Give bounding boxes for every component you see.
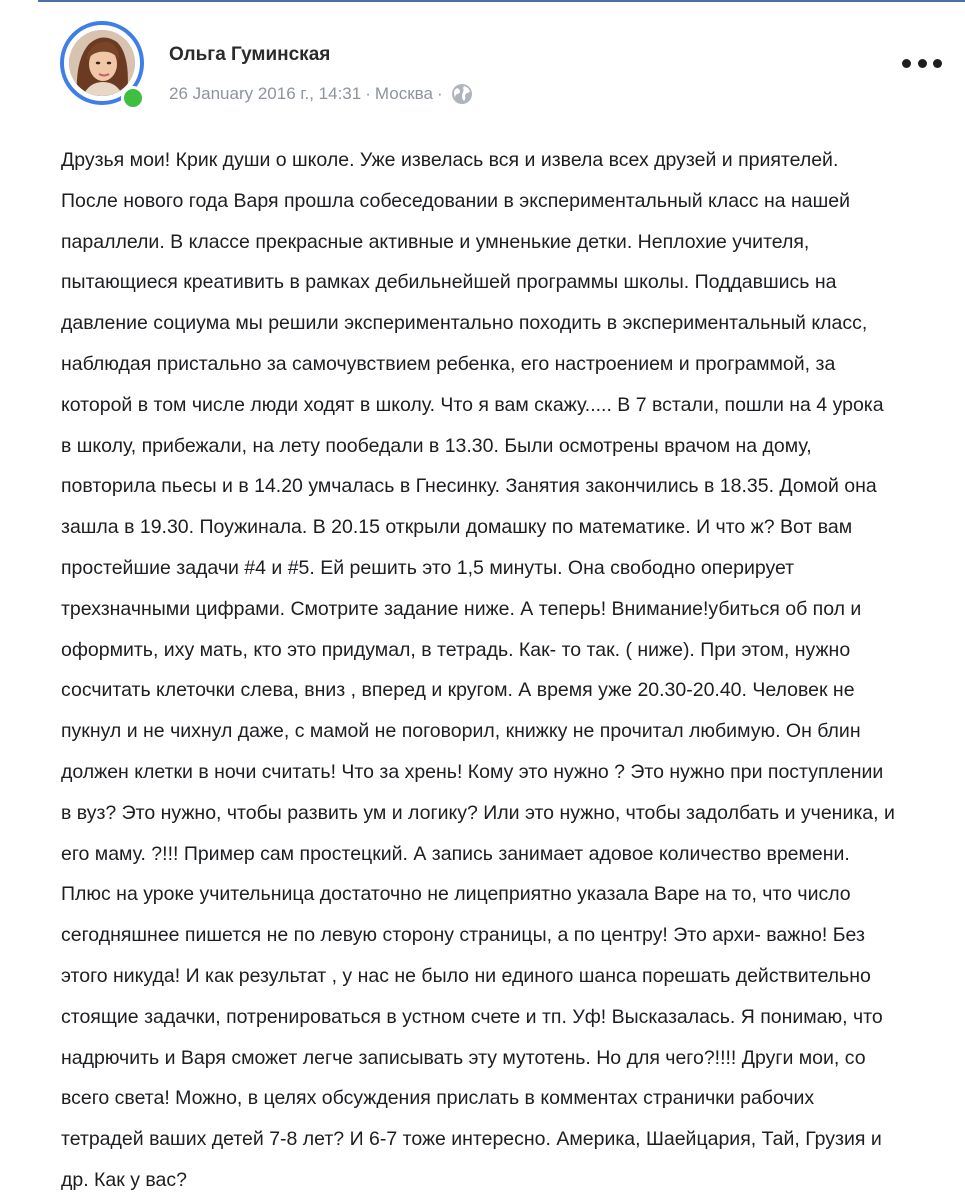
avatar-photo: [69, 30, 135, 96]
post-text-line: в школу, прибежали, на лету пообедали в 13.30. Были осмотрены врачом на дому,: [61, 434, 812, 457]
author-name[interactable]: Ольга Гуминская: [169, 44, 331, 65]
post-text-line: оформить, иху мать, кто это придумал, в тетрадь. Как- то так. ( ниже). При этом, нужно: [61, 638, 851, 661]
post-text-line: наблюдая пристально за самочувствием ребенка, его настроением и программой, за: [61, 352, 836, 375]
post-text-line: которой в том числе люди ходят в школу. Что я вам скажу..... В 7 встали, пошли на 4 урока: [61, 393, 884, 416]
post-text-line: др. Как у вас?: [61, 1168, 187, 1191]
post-date[interactable]: 26 January 2016 г., 14:31: [169, 84, 362, 103]
post-text-line: в вуз? Это нужно, чтобы развить ум и логику? Или это нужно, чтобы задолбать и ученика, и: [61, 801, 895, 824]
post-text-line: трехзначными цифрами. Смотрите задание ниже. А теперь! Внимание!убиться об пол и: [61, 597, 862, 620]
post-text-line: его маму. ?!!! Пример сам простецкий. А запись занимает адовое количество времени.: [61, 842, 850, 865]
post-text-line: надрючить и Варя сможет легче записывать эту мутотень. Но для чего?!!!! Други мои, со: [61, 1046, 866, 1069]
post-text-line: повторила пьесы и в 14.20 умчалась в Гнесинку. Занятия закончились в 18.35. Домой она: [61, 475, 877, 498]
meta-separator: ·: [436, 84, 443, 103]
post-text-line: сегодняшнее пишется не по левую сторону страницы, а по центру! Это архи- важно! Без: [61, 924, 865, 947]
post-text-line: всего света! Можно, в целях обсуждения прислать в комментах странички рабочих: [61, 1087, 815, 1110]
post-text-line: должен клетки в ночи считать! Что за хрень! Кому это нужно ? Это нужно при поступлении: [61, 760, 884, 783]
post-meta: [169, 83, 473, 105]
post-text-line: пукнул и не чихнул даже, с мамой не поговорил, книжку не прочитал любимую. Он блин: [61, 720, 861, 743]
avatar-image: [69, 30, 135, 96]
post-text-line: зашла в 19.30. Поужинала. В 20.15 открыли домашку по математике. И что ж? Вот вам: [61, 516, 853, 539]
more-dots-icon: [918, 59, 927, 68]
post-text-line: сосчитать клеточки слева, вниз , вперед и кругом. А время уже 20.30-20.40. Человек не: [61, 679, 855, 702]
post-text-line: параллели. В классе прекрасные активные и умненькие детки. Неплохие учителя,: [61, 230, 810, 253]
post-text-line: пытающиеся креативить в рамках дебильнейшей программы школы. Поддавшись на: [61, 271, 837, 294]
post-text-line: Плюс на уроке учительница достаточно не лицеприятно указала Варе на то, что число: [61, 883, 851, 906]
post-text-line: стоящие задачки, потренироваться в устном счете и тп. Уф! Высказалась. Я понимаю, что: [61, 1005, 883, 1028]
globe-icon: [451, 83, 473, 105]
more-dots-icon: [933, 59, 942, 68]
more-options-button[interactable]: [902, 52, 942, 74]
post-text-line: После нового года Варя прошла собеседовании в экспериментальный класс на нашей: [61, 189, 850, 212]
post-location[interactable]: Москва: [374, 84, 433, 103]
post-text-line: этого никуда! И как результат , у нас не было ни единого шанса порешать действительно: [61, 964, 871, 987]
post-text-line: давление социума мы решили экспериментально походить в экспериментальный класс,: [61, 312, 868, 335]
post-text: [61, 140, 961, 1201]
more-dots-icon: [902, 59, 911, 68]
meta-separator: ·: [365, 84, 371, 103]
online-status-indicator: [121, 86, 145, 110]
post-text-line: простейшие задачи #4 и #5. Ей решить это 1,5 минуты. Она свободно оперирует: [61, 556, 795, 579]
post-text-line: тетрадей ваших детей 7-8 лет? И 6-7 тоже интересно. Америка, Шаейцария, Тай, Грузия и: [61, 1128, 882, 1151]
post-header: [0, 0, 965, 140]
post-text-line: Друзья мои! Крик души о школе. Уже извелась вся и извела всех друзей и приятелей.: [61, 149, 839, 171]
